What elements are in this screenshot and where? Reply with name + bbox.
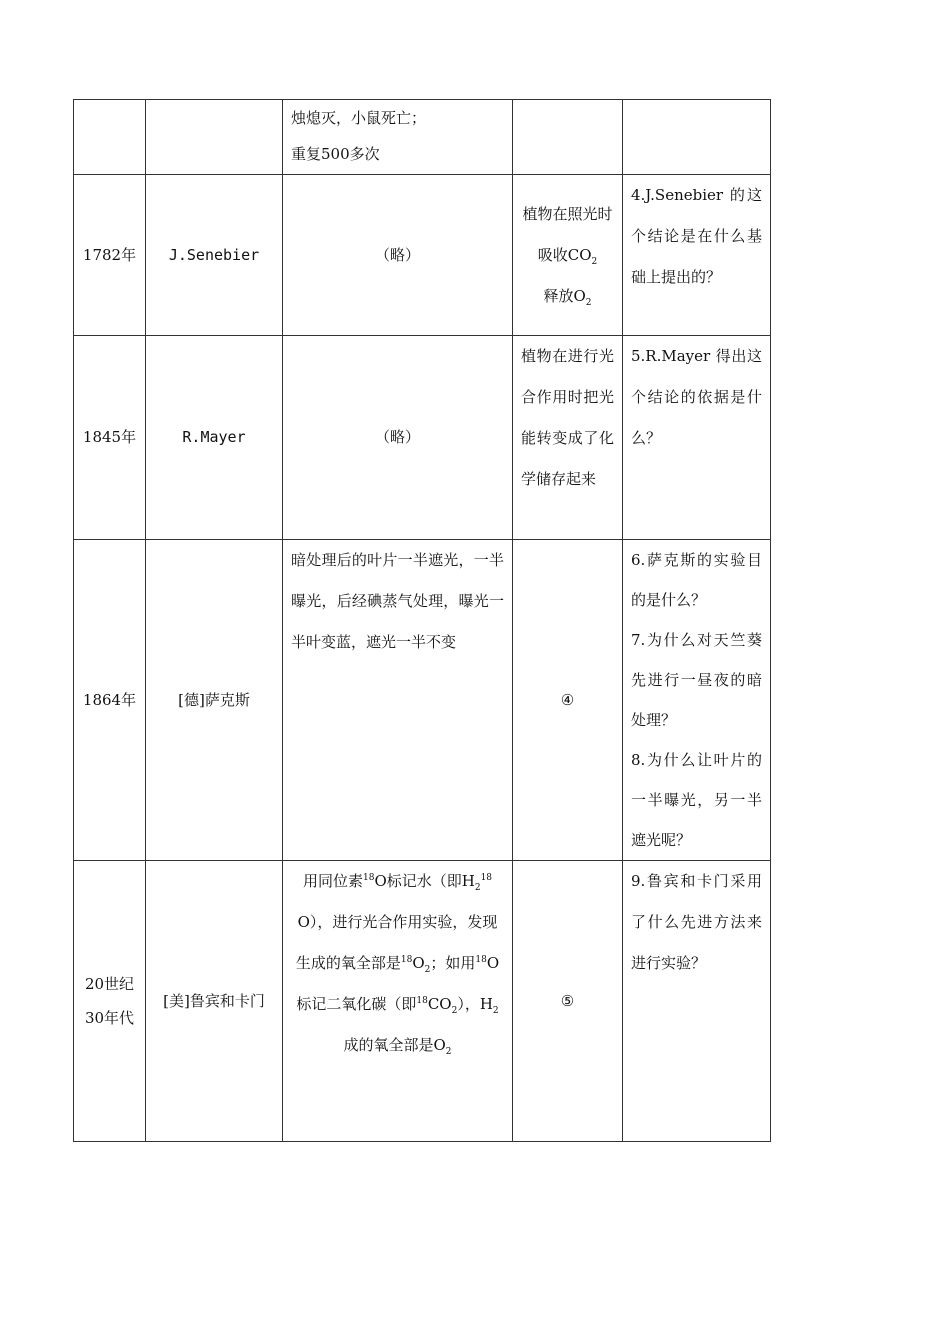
conclusion-cell: 植物在进行光合作用时把光能转变成了化学储存起来 (513, 336, 623, 540)
question-cell: 5.R.Mayer 得出这个结论的依据是什么？ (623, 336, 771, 540)
question-cell: 4.J.Senebier 的这个结论是在什么基础上提出的？ (623, 175, 771, 336)
table-row (74, 336, 771, 540)
conclusion-cell: 植物在照光时吸收$CO_2$ 释放$O_2$ (513, 175, 623, 336)
conclusion-cell: ④ (513, 540, 623, 861)
year-cell: 1782年 (74, 175, 146, 336)
method-cell: 用同位素$^{18}$O标记水（即$H_2^{18}O$），进行光合作用实验，发现生成的氧全部是$^{18}O_2$；如用$^{18}$O标记二氧化碳（即$^{18}CO_2$），$H_2$成的氧全部是$O_2$ (283, 861, 513, 1142)
method-cell: 暗处理后的叶片一半遮光，一半曝光，后经碘蒸气处理，曝光一半叶变蓝，遮光一半不变 (283, 540, 513, 861)
method-cell: （略） (283, 175, 513, 336)
year-cell: 20世纪 30年代 (74, 861, 146, 1142)
conclusion-cell (513, 100, 623, 175)
person-cell: [德]萨克斯 (146, 540, 283, 861)
method-cell (283, 100, 513, 175)
question-cell: 9.鲁宾和卡门采用了什么先进方法来进行实验？ (623, 861, 771, 1142)
history-table (73, 99, 771, 1142)
question-item: 7.为什么对天竺葵先进行一昼夜的暗处理？ (631, 631, 762, 729)
person-cell: [美]鲁宾和卡门 (146, 861, 283, 1142)
conclusion-cell: ⑤ (513, 861, 623, 1142)
question-item: 6.萨克斯的实验目的是什么？ (631, 551, 762, 609)
year-cell: 1864年 (74, 540, 146, 861)
question-cell (623, 100, 771, 175)
question-item: 8.为什么让叶片的一半曝光，另一半遮光呢？ (631, 751, 762, 849)
table-row (74, 100, 771, 175)
year-cell: 1845年 (74, 336, 146, 540)
table-row (74, 540, 771, 861)
year-cell (74, 100, 146, 175)
method-line: 重复500多次 (291, 145, 380, 163)
person-cell: R.Mayer (146, 336, 283, 540)
table-row (74, 861, 771, 1142)
method-line: 烛熄灭，小鼠死亡； (291, 109, 427, 127)
conclusion-text: 植物在照光时吸收CO (522, 204, 613, 264)
conclusion-text: 释放O (543, 286, 586, 305)
table-row (74, 175, 771, 336)
method-cell: （略） (283, 336, 513, 540)
person-cell (146, 100, 283, 175)
question-cell (623, 540, 771, 861)
person-cell: J.Senebier (146, 175, 283, 336)
